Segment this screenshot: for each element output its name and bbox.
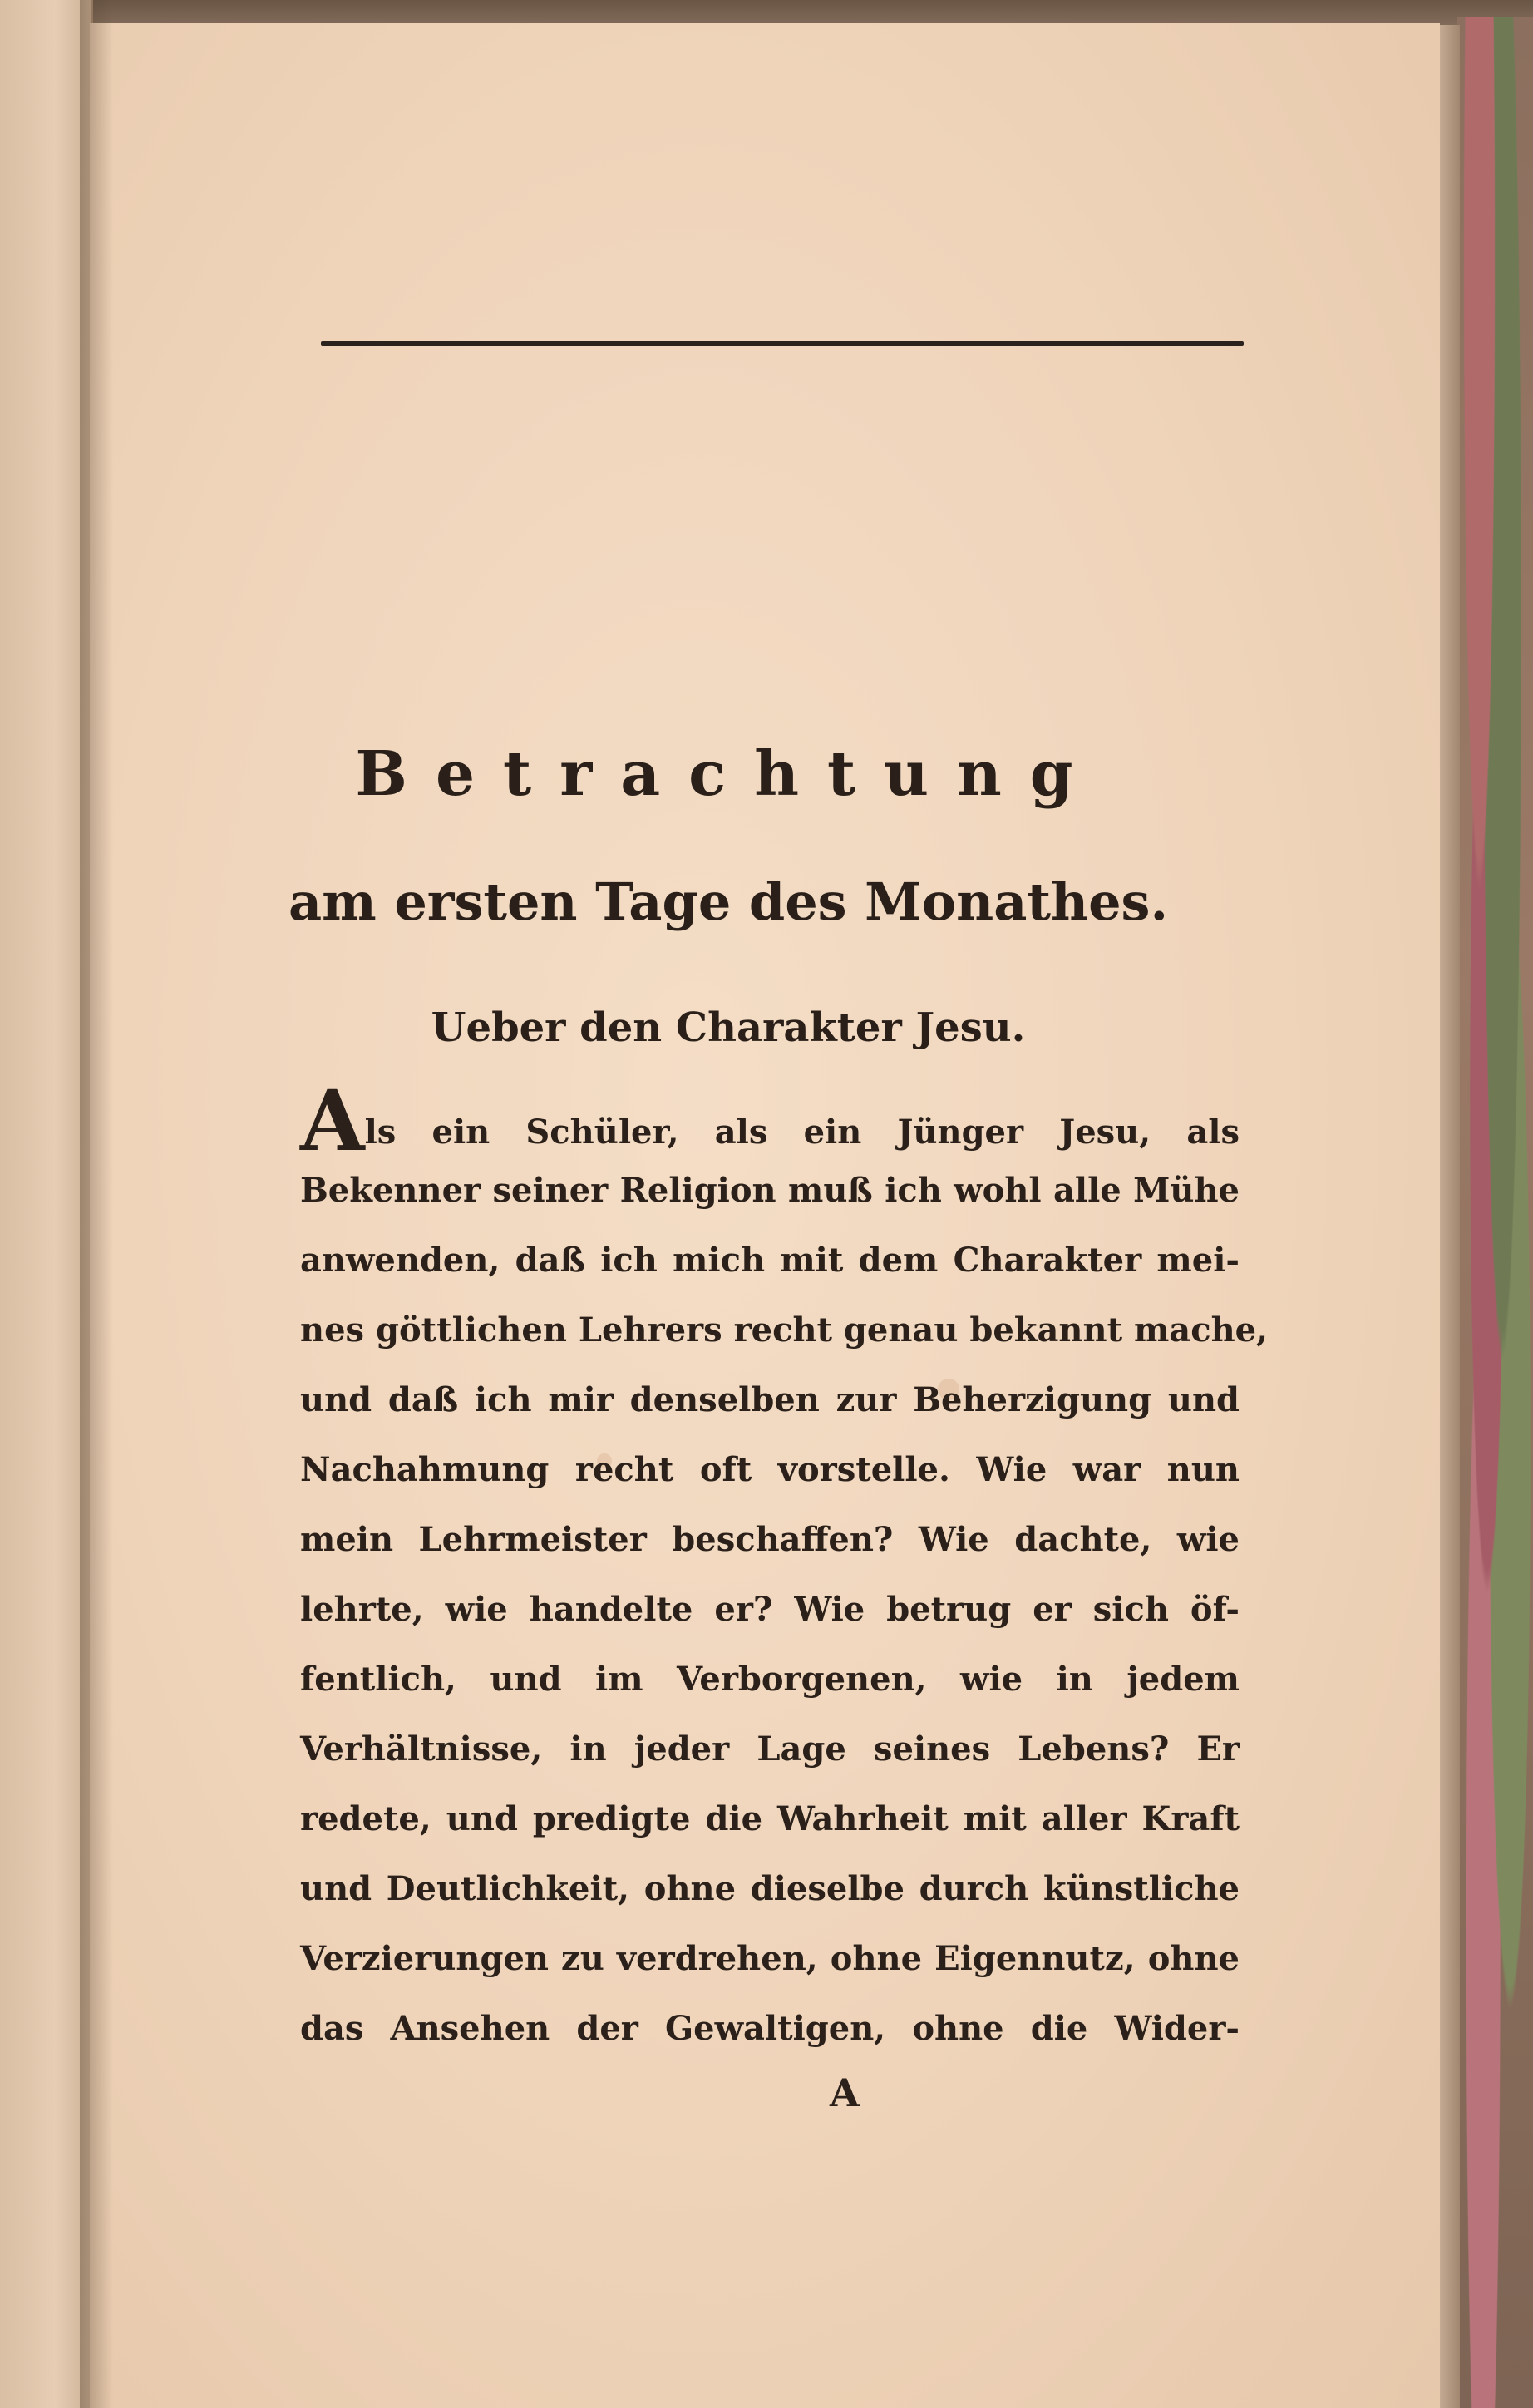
- text-line: anwenden, daß ich mich mit dem Charakter mei-: [300, 1241, 1240, 1280]
- text-line: Nachahmung recht oft vorstelle. Wie war nun: [300, 1450, 1240, 1489]
- text-line: redete, und predigte die Wahrheit mit aller Kraft: [300, 1799, 1240, 1838]
- text-line: mein Lehrmeister beschaffen? Wie dachte, wie: [300, 1520, 1240, 1559]
- text-line: nes göttlichen Lehrers recht genau bekannt mache,: [300, 1310, 1269, 1350]
- chapter-title: Betrachtung: [355, 738, 1102, 810]
- text-line: fentlich, und im Verborgenen, wie in jedem: [300, 1660, 1240, 1699]
- section-heading: Ueber den Charakter Jesu.: [431, 1004, 1026, 1051]
- signature-mark: A: [830, 2070, 860, 2115]
- drop-cap: A: [300, 1072, 365, 1170]
- page-content: [213, 23, 1269, 2408]
- marbled-cover: [1457, 17, 1533, 2408]
- text-line-content: ls ein Schüler, als ein Jünger Jesu, als: [364, 1113, 1240, 1152]
- text-line: Bekenner seiner Religion muß ich wohl alle Mühe: [300, 1171, 1240, 1210]
- text-line: und Deutlichkeit, ohne dieselbe durch künstliche: [300, 1869, 1240, 1908]
- text-line: Verhältnisse, in jeder Lage seines Lebens? Er: [300, 1730, 1240, 1769]
- text-line: [300, 1072, 1240, 1170]
- spine-shadow: [80, 0, 113, 2408]
- text-line: Verzierungen zu verdrehen, ohne Eigennutz, ohne: [300, 1939, 1240, 1978]
- book-page: [90, 23, 1440, 2408]
- text-line: und daß ich mir denselben zur Beherzigung und: [300, 1380, 1240, 1419]
- body-text: [300, 1072, 1269, 2064]
- header-rule: [321, 341, 1244, 346]
- text-line: das Ansehen der Gewaltigen, ohne die Wider-: [300, 2009, 1240, 2048]
- text-line: lehrte, wie handelte er? Wie betrug er sich öf-: [300, 1590, 1240, 1629]
- chapter-subtitle: am ersten Tage des Monathes.: [288, 871, 1169, 932]
